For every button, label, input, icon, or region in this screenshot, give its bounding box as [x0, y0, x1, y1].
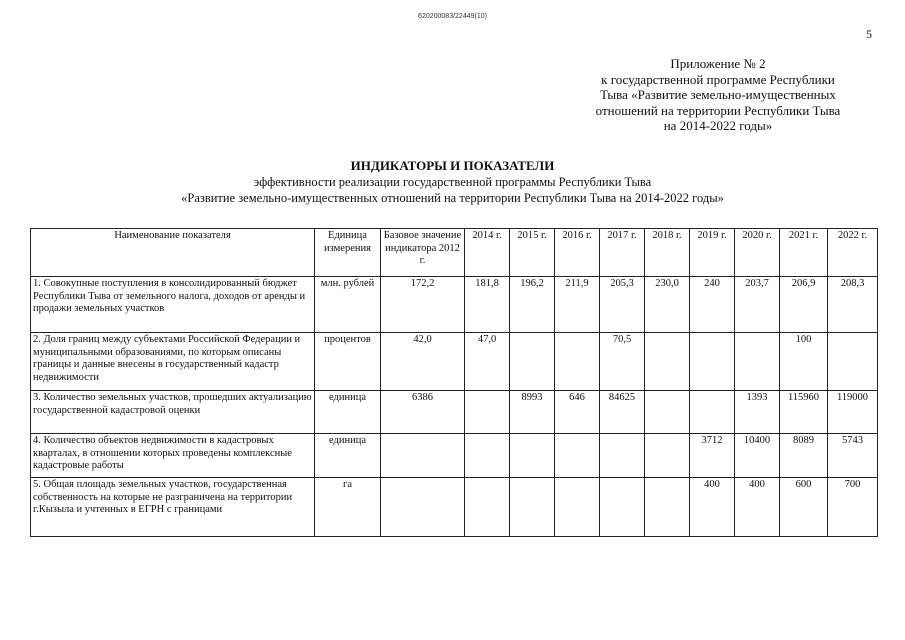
value-cell [555, 333, 600, 391]
value-cell [645, 391, 690, 434]
value-cell: 84625 [600, 391, 645, 434]
table-row [31, 333, 878, 391]
value-cell [735, 333, 780, 391]
subtitle-line: эффективности реализации государственной программы Республики Тыва [253, 175, 652, 189]
value-cell: 240 [690, 277, 735, 333]
indicator-unit: процентов [315, 333, 381, 391]
indicator-unit: единица [315, 391, 381, 434]
value-cell: 196,2 [510, 277, 555, 333]
value-cell [645, 478, 690, 537]
table-row [31, 434, 878, 478]
value-cell [381, 478, 465, 537]
value-cell: 42,0 [381, 333, 465, 391]
value-cell: 100 [780, 333, 828, 391]
value-cell [465, 434, 510, 478]
value-cell: 208,3 [828, 277, 878, 333]
indicator-unit: единица [315, 434, 381, 478]
value-cell [510, 333, 555, 391]
header-indicator-name: Наименование показателя [31, 229, 315, 277]
value-cell: 181,8 [465, 277, 510, 333]
header-year: 2020 г. [735, 229, 780, 277]
indicator-name: 1. Совокупные поступления в консолидированный бюджет Республики Тыва от земельного налога, доходов от аренды и продажи земельных участков [31, 277, 315, 333]
value-cell: 172,2 [381, 277, 465, 333]
value-cell: 6386 [381, 391, 465, 434]
header-year: 2016 г. [555, 229, 600, 277]
document-subtitle [0, 174, 905, 206]
value-cell [465, 478, 510, 537]
value-cell [510, 478, 555, 537]
appendix-line: Приложение № 2 [670, 56, 766, 71]
value-cell: 206,9 [780, 277, 828, 333]
indicator-name: 2. Доля границ между субъектами Российской Федерации и муниципальными образованиями, по которым описаны границы и данные внесены в государственный кадастр недвижимости [31, 333, 315, 391]
header-year: 2022 г. [828, 229, 878, 277]
header-year: 2014 г. [465, 229, 510, 277]
value-cell: 400 [690, 478, 735, 537]
value-cell: 10400 [735, 434, 780, 478]
value-cell [690, 391, 735, 434]
indicator-unit: млн. рублей [315, 277, 381, 333]
value-cell [645, 333, 690, 391]
value-cell [555, 478, 600, 537]
document-title: ИНДИКАТОРЫ И ПОКАЗАТЕЛИ [350, 158, 555, 173]
indicator-unit: га [315, 478, 381, 537]
value-cell: 400 [735, 478, 780, 537]
value-cell: 203,7 [735, 277, 780, 333]
value-cell [600, 478, 645, 537]
header-year: 2021 г. [780, 229, 828, 277]
value-cell [600, 434, 645, 478]
value-cell: 600 [780, 478, 828, 537]
value-cell: 230,0 [645, 277, 690, 333]
value-cell: 3712 [690, 434, 735, 478]
appendix-header [568, 56, 868, 134]
document-id: 620200083/22449(10) [418, 13, 487, 20]
value-cell: 211,9 [555, 277, 600, 333]
header-year: 2019 г. [690, 229, 735, 277]
value-cell [465, 391, 510, 434]
value-cell: 8089 [780, 434, 828, 478]
table-row [31, 277, 878, 333]
header-year: 2018 г. [645, 229, 690, 277]
value-cell [381, 434, 465, 478]
header-year: 2015 г. [510, 229, 555, 277]
appendix-line: на 2014-2022 годы» [663, 118, 773, 134]
appendix-line: к государственной программе Республики [601, 71, 835, 87]
value-cell [555, 434, 600, 478]
value-cell [510, 434, 555, 478]
value-cell [645, 434, 690, 478]
table-row [31, 478, 878, 537]
indicator-name: 3. Количество земельных участков, прошедших актуализацию государственной кадастровой оценки [31, 391, 315, 434]
header-unit: Единица измерения [315, 229, 381, 277]
value-cell: 70,5 [600, 333, 645, 391]
indicators-table [30, 228, 878, 537]
table-header-row [31, 229, 878, 277]
value-cell: 115960 [780, 391, 828, 434]
value-cell: 646 [555, 391, 600, 434]
value-cell: 700 [828, 478, 878, 537]
page-number: 5 [866, 27, 872, 41]
indicator-name: 4. Количество объектов недвижимости в кадастровых кварталах, в отношении которых проведены комплексные кадастровые работы [31, 434, 315, 478]
table-row [31, 391, 878, 434]
header-base-value: Базовое значение индикатора 2012 г. [381, 229, 465, 277]
value-cell: 1393 [735, 391, 780, 434]
value-cell: 8993 [510, 391, 555, 434]
header-year: 2017 г. [600, 229, 645, 277]
appendix-line: отношений на территории Республики Тыва [595, 102, 841, 118]
indicator-name: 5. Общая площадь земельных участков, государственная собственность на которые не разграничена на территории г.Кызыла и учтенных в ЕГРН с границами [31, 478, 315, 537]
value-cell: 47,0 [465, 333, 510, 391]
appendix-line: Тыва «Развитие земельно-имущественных [600, 87, 836, 103]
value-cell: 205,3 [600, 277, 645, 333]
subtitle-line: «Развитие земельно-имущественных отношений на территории Республики Тыва на 2014-2022 годы» [181, 191, 724, 205]
value-cell [828, 333, 878, 391]
value-cell [690, 333, 735, 391]
value-cell: 119000 [828, 391, 878, 434]
value-cell: 5743 [828, 434, 878, 478]
